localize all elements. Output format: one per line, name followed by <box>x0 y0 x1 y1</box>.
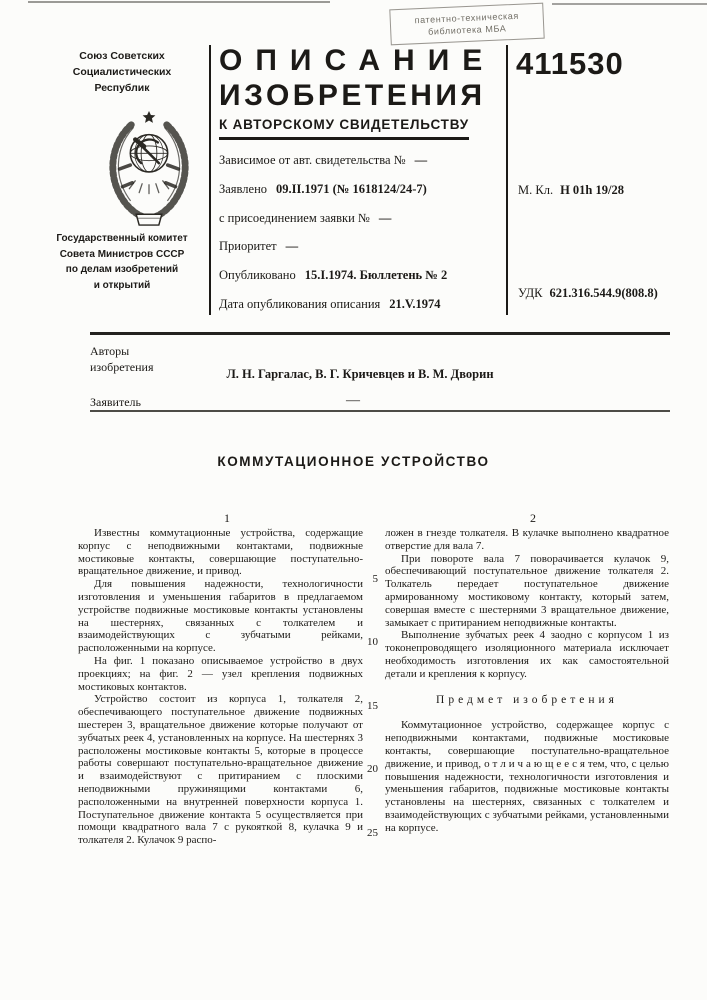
committee-name <box>36 231 208 293</box>
header-divider-right <box>506 45 508 315</box>
line-number: 5 <box>372 573 378 585</box>
applicant-label: Заявитель <box>90 395 141 409</box>
horizontal-rule <box>90 410 670 412</box>
paragraph: На фиг. 1 показано описываемое устройство в двух проекциях; на фиг. 2 — узел крепления подвижных мостиковых контактов. <box>78 654 363 693</box>
union-line: Республик <box>94 82 150 94</box>
committee-line: по делам изобретений <box>65 264 179 275</box>
claim-heading: Предмет изобретения <box>436 693 618 706</box>
paragraph: Выполнение зубчатых реек 4 заодно с корпусом 1 из токонепроводящего изоляционного материала исключает необходимость изготовления их как самостоятельной детали и крепления к корпусу. <box>385 629 669 680</box>
ussr-state-emblem-icon <box>90 108 208 232</box>
field-joined-application: с присоединением заявки № — <box>219 210 392 225</box>
doc-type-title: ОПИСАНИЕ <box>219 44 496 77</box>
header-center-column <box>219 44 503 326</box>
line-number: 20 <box>367 763 378 775</box>
committee-line: Государственный комитет <box>56 233 188 244</box>
claim-paragraph: Коммутационное устройство, содержащее корпус с неподвижными контактами, подвижные мостиковые контакты, совершающие поступательно-вращательное движение, и привод, о т л и ч а ю щ е е с я тем, что, с целью повышения надежности, технологичности изготовления и уменьшения габаритов, подвижные мостиковые контакты установлены на шестернях, связанных с толкателем и взаимодействующих с зубчатыми рейками, установленными на корпусе. <box>385 719 669 834</box>
paragraph: Известны коммутационные устройства, содержащие корпус с неподвижными контактами, подвижные мостиковые контакты, совершающие поступательно-вращательное движение, и привод. <box>78 527 363 578</box>
authors-names: Л. Н. Гаргалас, В. Г. Кричевцев и В. М. Дворин <box>226 367 494 381</box>
paragraph: ложен в гнезде толкателя. В кулачке выполнено квадратное отверстие для вала 7. <box>385 527 669 552</box>
bibliographic-fields <box>219 153 503 326</box>
doc-type-title: ИЗОБРЕТЕНИЯ <box>219 79 486 112</box>
invention-title: КОММУТАЦИОННОЕ УСТРОЙСТВО <box>217 454 490 469</box>
emblem-star <box>143 111 156 123</box>
stamp-line: патентно-техническая <box>414 10 520 26</box>
line-number: 25 <box>367 827 378 839</box>
scan-edge-line <box>552 3 707 5</box>
applicant-value: — <box>346 393 360 408</box>
header-divider-left <box>209 45 211 315</box>
text-column-right <box>385 527 669 835</box>
text-column-left <box>78 527 363 847</box>
paragraph: При повороте вала 7 поворачивается кулачок 9, обеспечивающий поступательное движение толкателя 2. Толкатель передает поступательное движение армированному мостиковому контакту, который затем, совершая вместе с шестернями 3 вращательное движение, замыкает с притиранием неподвижные контакты. <box>385 552 669 629</box>
field-dependent: Зависимое от авт. свидетельства № — <box>219 153 428 167</box>
column-number: 2 <box>530 511 536 525</box>
field-publication-date: Дата опубликования описания 21.V.1974 <box>219 296 441 311</box>
classification-code: М. Кл. Н 01h 19/28 <box>518 183 624 197</box>
paragraph: Устройство состоит из корпуса 1, толкателя 2, обеспечивающего поступательное движение подвижных шестерен 3, вращательное движение которые получают от зубчатых реек 4, установленных на корпусе. На шестернях 3 расположены мостиковые контакты 5, которые в процессе работы совершают поступательно-вращательное движение и взаимодействуют с притиранием с плоскими неподвижными пружинящими контактами 6, расположенными на внутренней поверхности корпуса 1. Поступательное движение контакта 5 осуществляется при помощи квадратного вала 7 с рукояткой 8, кулачка 9 и толкателя 2. Кулачок 9 распо- <box>78 693 363 847</box>
patent-number: 411530 <box>516 46 624 81</box>
doc-subtitle: К АВТОРСКОМУ СВИДЕТЕЛЬСТВУ <box>219 117 469 140</box>
authors-label: Авторы изобретения <box>90 344 154 374</box>
committee-line: Совета Министров СССР <box>59 248 185 260</box>
paragraph: Для повышения надежности, технологичности изготовления и уменьшения габаритов в предлагаемом устройстве подвижные мостиковые контакты установлены на шестернях, связанных с толкателем и взаимодействующих с зубчатыми рейками, расположенными на корпусе. <box>78 578 363 655</box>
union-line: Союз Советских <box>79 50 165 62</box>
line-number: 10 <box>367 636 378 648</box>
emblem-sun-rays <box>129 181 168 194</box>
line-number: 15 <box>367 700 378 712</box>
union-name <box>38 48 206 96</box>
union-line: Социалистических <box>72 66 172 78</box>
scan-edge-line <box>28 1 330 3</box>
horizontal-rule <box>90 332 670 335</box>
committee-line: и открытий <box>93 279 151 291</box>
field-priority: Приоритет — <box>219 239 299 254</box>
field-published: Опубликовано 15.I.1974. Бюллетень № 2 <box>219 268 448 283</box>
udk-code: УДК 621.316.544.9(808.8) <box>518 286 658 300</box>
stamp-line: библиотека МБА <box>427 23 507 37</box>
library-stamp <box>389 3 544 46</box>
emblem-ribbon <box>136 214 162 225</box>
column-number: 1 <box>224 511 230 525</box>
field-filed: Заявлено 09.II.1971 (№ 1618124/24-7) <box>219 181 427 196</box>
